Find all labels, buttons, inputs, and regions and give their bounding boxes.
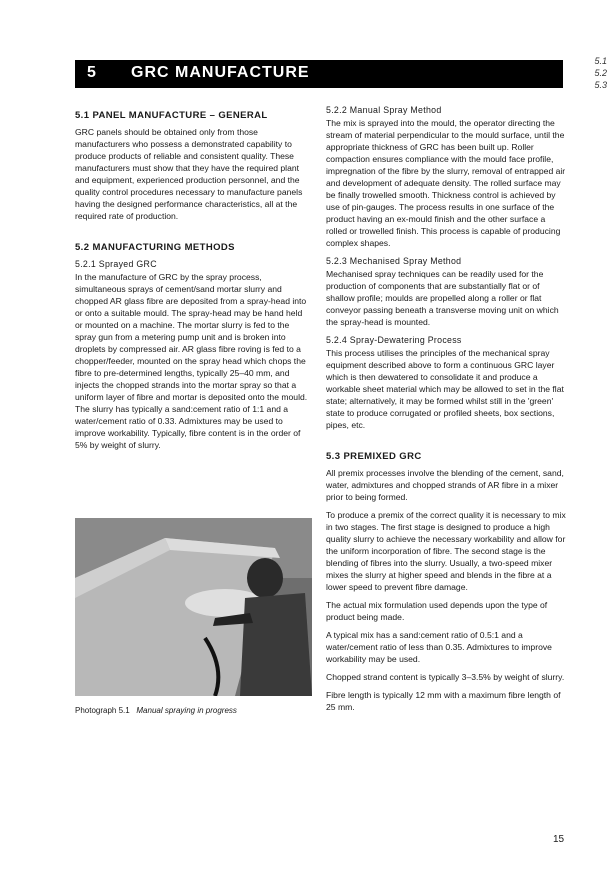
section-5-3-heading: 5.3 PREMIXED GRC xyxy=(326,451,422,462)
margin-nav-item[interactable]: 5.3 xyxy=(594,80,607,90)
subsection-5-2-4-heading: 5.2.4 Spray-Dewatering Process xyxy=(326,335,462,345)
section-5-3-paragraph: The actual mix formulation used depends upon the type of product being made. xyxy=(326,600,548,622)
photograph-manual-spraying xyxy=(75,518,312,696)
section-5-2-heading: 5.2 MANUFACTURING METHODS xyxy=(75,242,235,253)
margin-section-nav xyxy=(594,55,607,91)
section-5-3-paragraph: Fibre length is typically 12 mm with a maximum fibre length of 25 mm. xyxy=(326,690,561,712)
section-5-1-body: GRC panels should be obtained only from those manufacturers who possess a demonstrated capability to produce products of reliable and consistent quality. These manufacturers must show that they have the required plant and equipment, experienced production personnel, and the quality control procedures necessary to manufacture panels having the designed performance characteristics, all at the required rate of production. xyxy=(75,127,303,221)
chapter-title: GRC MANUFACTURE xyxy=(131,64,310,81)
section-5-3-paragraph: Chopped strand content is typically 3–3.5% by weight of slurry. xyxy=(326,672,565,682)
photo-label: Photograph 5.1 xyxy=(75,706,130,715)
section-5-3-paragraph: A typical mix has a sand:cement ratio of 0.5:1 and a water/cement ratio of less than 0.35. Admixtures to improve workability may be used. xyxy=(326,630,552,664)
left-column xyxy=(75,110,310,457)
subsection-5-2-2-heading: 5.2.2 Manual Spray Method xyxy=(326,105,442,115)
section-5-3-paragraph: All premix processes involve the blending of the cement, sand, water, admixtures and chopped strands of AR fibre in a mixer prior to being formed. xyxy=(326,468,564,502)
section-5-1-heading: 5.1 PANEL MANUFACTURE – GENERAL xyxy=(75,110,268,121)
chapter-banner xyxy=(75,60,563,88)
margin-nav-item[interactable]: 5.2 xyxy=(594,68,607,78)
photo-caption xyxy=(75,706,237,715)
subsection-5-2-2-body: The mix is sprayed into the mould, the operator directing the stream of material perpendicular to the mould surface, until the appropriate thickness of GRC has been built up. Roller compaction ensures compliance with the mould face profile, impregnation of the fibre by the slurry, removal of entrapped air and development of adequate density. The rolled surface may be finally trowelled smooth. Thickness control is achieved by use of pin-gauges. The process results in one surface of the product having an ex-mould finish and the other surface a rolled or trowelled finish. This process is capable of producing complex shapes. xyxy=(326,118,566,248)
subsection-5-2-1-heading: 5.2.1 Sprayed GRC xyxy=(75,259,157,269)
margin-nav-item[interactable]: 5.1 xyxy=(594,56,607,66)
page-number: 15 xyxy=(553,834,565,845)
subsection-5-2-3-heading: 5.2.3 Mechanised Spray Method xyxy=(326,256,462,266)
subsection-5-2-4-body: This process utilises the principles of the mechanical spray equipment described above to form a continuous GRC layer which is then dewatered to consolidate it and produce a workable sheet material which may be allowed to set in the flat state; alternatively, it may be formed whilst still in the 'green' state to produce corrugated or profiled sheets, box sections, pipes, etc. xyxy=(326,348,564,430)
chapter-number: 5 xyxy=(87,64,97,81)
right-column xyxy=(326,104,566,719)
photo-caption-text: Manual spraying in progress xyxy=(136,706,237,715)
subsection-5-2-1-body: In the manufacture of GRC by the spray process, simultaneous sprays of cement/sand mortar slurry and chopped AR glass fibre are deposited from a spray-head into or onto a suitable mould. The spray-head may be hand held or mounted on a machine. The mortar slurry is fed to the spray gun from a metering pump unit and is broken into droplets by compressed air. AR glass fibre roving is fed to a chopper/feeder, mounted on the spray head which chops the fibre to pre-determined lengths, typically 25–40 mm, and injects the chopped strands into the mortar spray so that a uniform layer of fibre and mortar is deposited onto the mould. The slurry has typically a sand:cement ratio of 1:1 and a water/cement ratio of 0.33. Admixtures may be used to improve workability. Typically, fibre content is in the order of 5% by weight of slurry. xyxy=(75,272,308,450)
subsection-5-2-3-body: Mechanised spray techniques can be readily used for the production of components that are substantially flat or of shallow profile; moulds are propelled along a roller or flat conveyor passing beneath a transverse moving unit on which the spray-head is mounted. xyxy=(326,269,559,327)
section-5-3-paragraph: To produce a premix of the correct quality it is necessary to mix in two stages. The first stage is designed to produce a high quality slurry to achieve the necessary workability and allow for the uniform incorporation of fibre. The second stage is the blending of fibres into the slurry. Usually, a two-speed mixer mixes the slurry at higher speed and blends in the fibre at a lower speed to prevent fibre damage. xyxy=(326,510,566,592)
